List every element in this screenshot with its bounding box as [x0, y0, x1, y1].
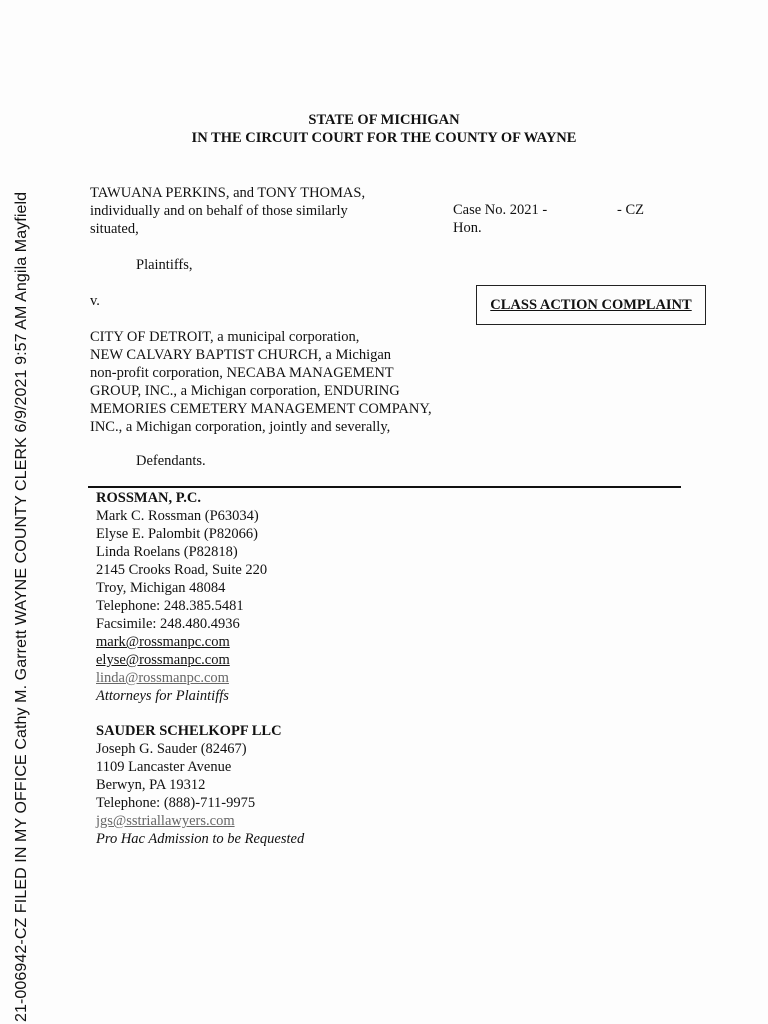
case-suffix: - CZ [617, 202, 644, 218]
defendant-line: CITY OF DETROIT, a municipal corporation, [90, 329, 360, 345]
counsel-line: Mark C. Rossman (P63034) [96, 508, 259, 524]
defendant-line: GROUP, INC., a Michigan corporation, ENDURING [90, 383, 400, 399]
defendants-block [90, 328, 432, 436]
defendant-line: non-profit corporation, NECABA MANAGEMENT [90, 365, 394, 381]
defendant-line: NEW CALVARY BAPTIST CHURCH, a Michigan [90, 347, 392, 363]
counsel-line: Facsimile: 248.480.4936 [96, 616, 240, 632]
email-link-linda[interactable]: linda@rossmanpc.com [96, 670, 229, 686]
versus: v. [90, 293, 100, 309]
plaintiffs-label: Plaintiffs, [136, 257, 193, 273]
counsel-line: Telephone: 248.385.5481 [96, 598, 244, 614]
counsel-role: Attorneys for Plaintiffs [96, 688, 229, 704]
counsel-line: 2145 Crooks Road, Suite 220 [96, 562, 268, 578]
email-link-elyse[interactable]: elyse@rossmanpc.com [96, 652, 230, 668]
counsel-line: Telephone: (888)-711-9975 [96, 795, 256, 811]
counsel-line: 1109 Lancaster Avenue [96, 759, 232, 775]
counsel-line: Elyse E. Palombit (P82066) [96, 526, 258, 542]
plaintiff-line: situated, [90, 221, 139, 237]
email-link-jgs[interactable]: jgs@sstriallawyers.com [96, 813, 235, 829]
email-link-mark[interactable]: mark@rossmanpc.com [96, 634, 230, 650]
plaintiff-line: individually and on behalf of those similarly [90, 203, 348, 219]
judge-label: Hon. [453, 220, 482, 236]
counsel-sauder-block [96, 722, 304, 848]
counsel-firm: SAUDER SCHELKOPF LLC [96, 723, 282, 739]
court-name: IN THE CIRCUIT COURT FOR THE COUNTY OF WAYNE [191, 130, 577, 146]
defendants-label: Defendants. [136, 453, 206, 469]
counsel-line: Berwyn, PA 19312 [96, 777, 206, 793]
court-state: STATE OF MICHIGAN [308, 112, 460, 128]
counsel-plaintiffs-block [96, 489, 267, 705]
divider-rule [88, 486, 681, 488]
filing-stamp [0, 0, 30, 1024]
case-number: Case No. 2021 - [453, 202, 548, 218]
filing-stamp-text: 21-006942-CZ FILED IN MY OFFICE Cathy M. Garrett WAYNE COUNTY CLERK 6/9/2021 9:57 AM Angila Mayfield [13, 191, 30, 1022]
defendant-line: INC., a Michigan corporation, jointly and severally, [90, 419, 391, 435]
plaintiff-line: TAWUANA PERKINS, and TONY THOMAS, [90, 185, 366, 201]
plaintiffs-block [90, 184, 365, 238]
defendant-line: MEMORIES CEMETERY MANAGEMENT COMPANY, [90, 401, 432, 417]
document-title-box [476, 285, 706, 325]
counsel-role: Pro Hac Admission to be Requested [96, 831, 305, 847]
counsel-line: Troy, Michigan 48084 [96, 580, 226, 596]
counsel-line: Linda Roelans (P82818) [96, 544, 238, 560]
document-title: CLASS ACTION COMPLAINT [490, 296, 692, 313]
counsel-line: Joseph G. Sauder (82467) [96, 741, 247, 757]
counsel-firm: ROSSMAN, P.C. [96, 490, 202, 506]
